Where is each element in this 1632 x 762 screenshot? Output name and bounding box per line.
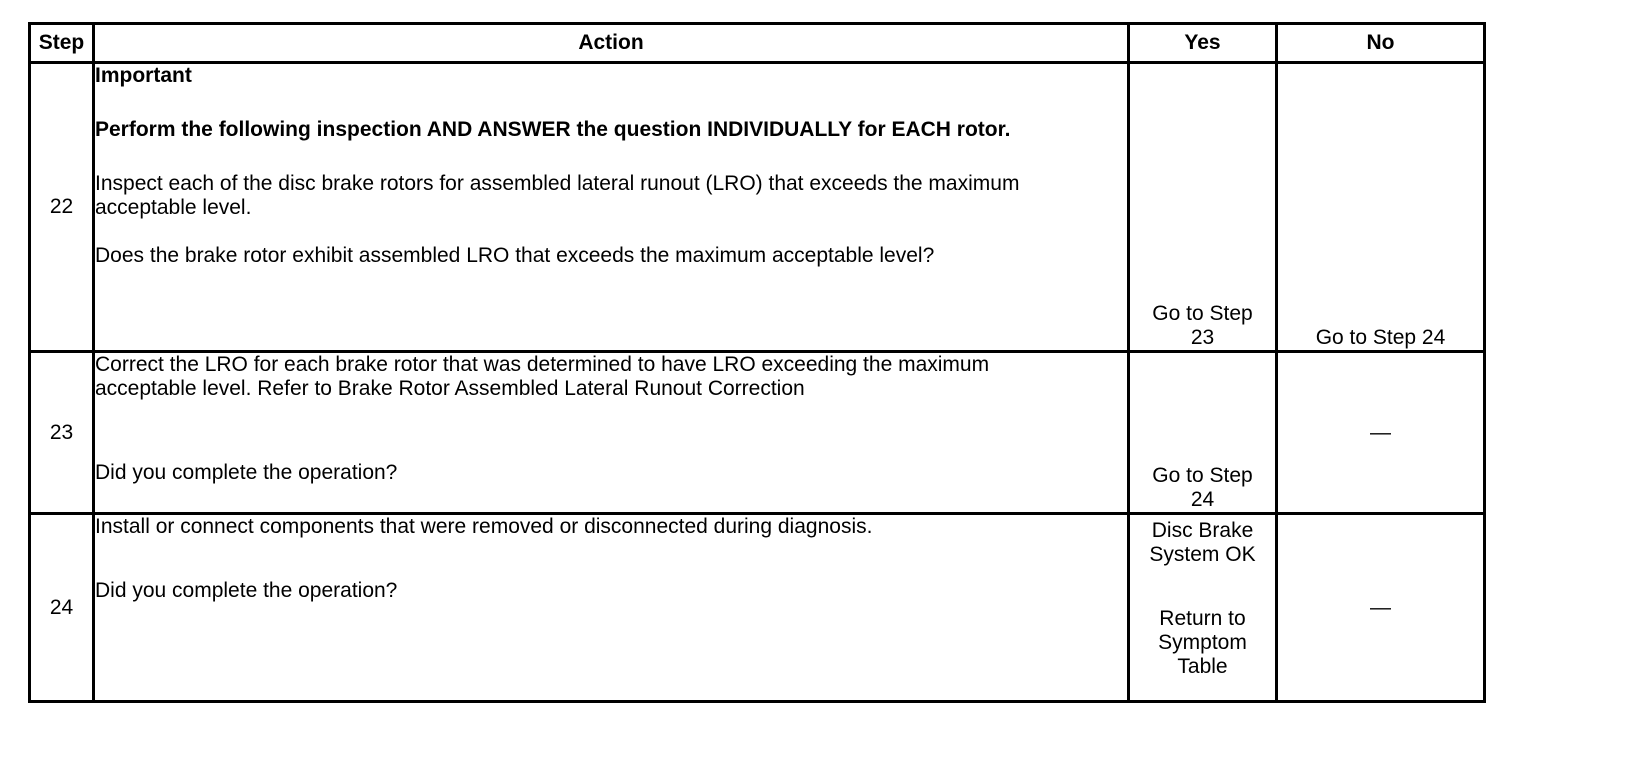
no-go-to-step-24-link[interactable]: Go to Step 24 bbox=[1315, 326, 1446, 349]
question-text: Does the brake rotor exhibit assembled LRO that exceeds the maximum acceptable level? bbox=[95, 244, 935, 267]
table-row-step-23 bbox=[30, 352, 1485, 514]
no-cell bbox=[1277, 352, 1485, 514]
yes-cell bbox=[1129, 63, 1277, 352]
step-number: 24 bbox=[30, 514, 94, 702]
step-number: 23 bbox=[30, 352, 94, 514]
install-text: Install or connect components that were removed or disconnected during diagnosis. bbox=[95, 515, 873, 538]
action-cell bbox=[94, 352, 1129, 514]
important-label: Important bbox=[95, 64, 192, 87]
action-cell bbox=[94, 514, 1129, 702]
action-cell bbox=[94, 63, 1129, 352]
header-yes: Yes bbox=[1129, 24, 1277, 63]
yes-go-to-step-24-link[interactable]: Go to Step 24 bbox=[1152, 464, 1253, 511]
correction-text: Correct the LRO for each brake rotor that was determined to have LRO exceeding the maximum acceptable level. Refer to Brake Rotor Assembled Lateral Runout Correction bbox=[95, 353, 990, 400]
no-dash: — bbox=[1370, 420, 1391, 444]
step-number: 22 bbox=[30, 63, 94, 352]
instruction-text: Perform the following inspection AND ANSWER the question INDIVIDUALLY for EACH rotor. bbox=[95, 118, 1011, 141]
no-cell bbox=[1277, 63, 1485, 352]
yes-go-to-step-23-link[interactable]: Go to Step 23 bbox=[1152, 302, 1253, 349]
header-no: No bbox=[1277, 24, 1485, 63]
question-text: Did you complete the operation? bbox=[95, 579, 398, 602]
inspect-text: Inspect each of the disc brake rotors for assembled lateral runout (LRO) that exceeds the maximum acceptable level. bbox=[95, 172, 1020, 219]
header-step: Step bbox=[30, 24, 94, 63]
table-row-step-22 bbox=[30, 63, 1485, 352]
diagnostic-table bbox=[28, 22, 1486, 703]
header-action: Action bbox=[94, 24, 1129, 63]
yes-return-to-symptom-table-link[interactable]: Return to Symptom Table bbox=[1158, 607, 1247, 678]
yes-system-ok-text: Disc Brake System OK bbox=[1149, 519, 1256, 566]
yes-cell bbox=[1129, 514, 1277, 702]
no-cell bbox=[1277, 514, 1485, 702]
table-row-step-24 bbox=[30, 514, 1485, 702]
yes-cell bbox=[1129, 352, 1277, 514]
question-text: Did you complete the operation? bbox=[95, 461, 398, 484]
no-dash: — bbox=[1370, 595, 1391, 619]
header-row bbox=[30, 24, 1485, 63]
